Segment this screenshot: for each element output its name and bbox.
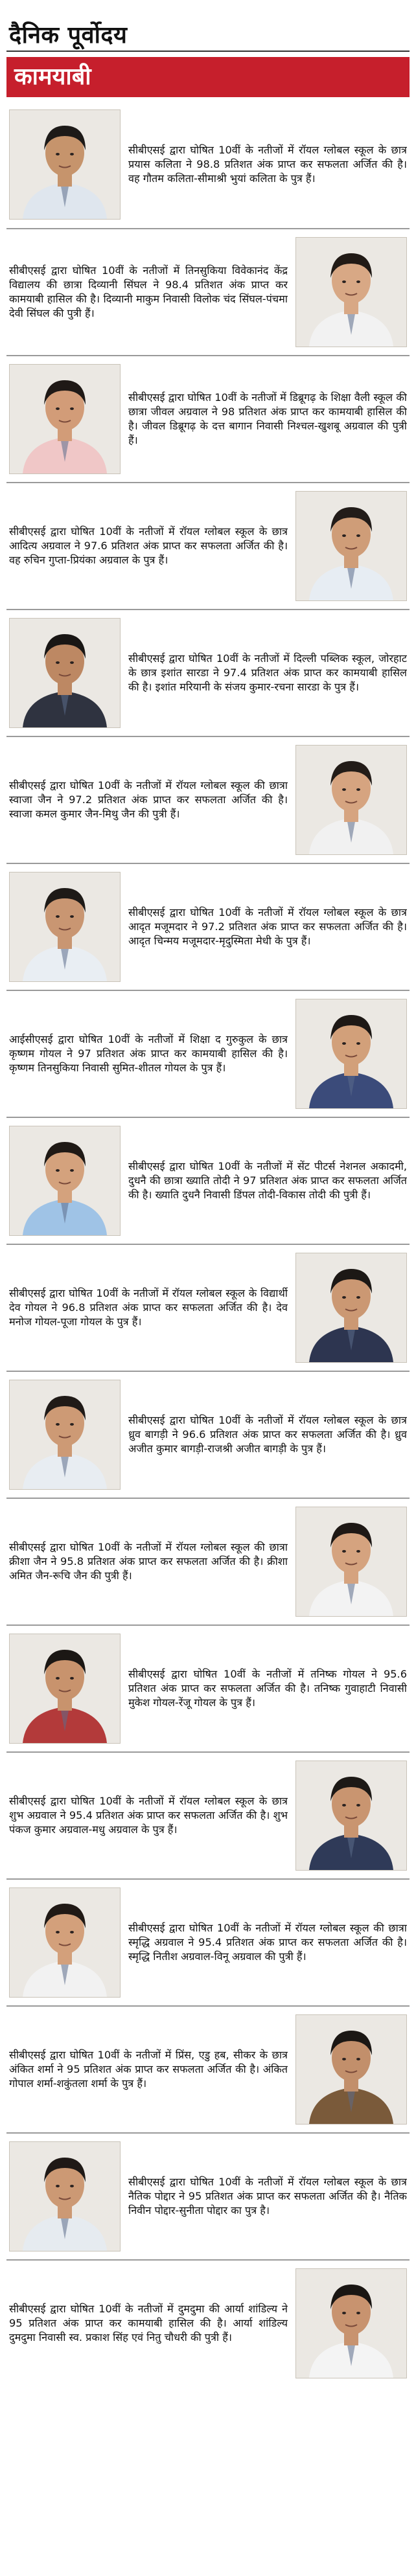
achievement-text: सीबीएसई द्वारा घोषित 10वीं के नतीजों में प्रिंस, एडु हब, सीकर के छात्र अंकित शर्मा ने 95 प्रतिशत अंक प्राप्त कर सफलता अर्जित की है। अंकित गोपाल शर्मा-शकुंतला शर्मा के पुत्र हैं। <box>9 2049 288 2090</box>
student-photo <box>9 2141 121 2251</box>
student-photo <box>9 1380 121 1490</box>
student-photo <box>9 1126 121 1236</box>
achievement-text: सीबीएसई द्वारा घोषित 10वीं के नतीजों में रॉयल ग्लोबल स्कूल की छात्रा स्मृद्धि अग्रवाल ने 95.4 प्रतिशत अंक प्राप्त कर सफलता अर्जित की है। स्मृद्धि नितीश अग्रवाल-विनू अग्रवाल की पुत्री हैं। <box>128 1922 407 1963</box>
student-photo <box>9 1634 121 1744</box>
achievement-entry <box>6 1371 410 1498</box>
achievement-text: सीबीएसई द्वारा घोषित 10वीं के नतीजों में सेंट पीटर्स नेशनल अकादमी, दुधनै की छात्रा ख्याति तोदी ने 97 प्रतिशत अंक प्राप्त कर सफलता अर्जित की है। ख्याति दुधनै निवासी डिंपल तोदी-विकास तोदी की पुत्री हैं। <box>128 1160 407 1201</box>
achievement-text: सीबीएसई द्वारा घोषित 10वीं के नतीजों में तनिष्क गोयल ने 95.6 प्रतिशत अंक प्राप्त कर सफलता अर्जित की है। तनिष्क गुवाहाटी निवासी मुकेश गोयल-रेंजू गोयल के पुत्र हैं। <box>128 1668 407 1709</box>
achievement-entry <box>6 2259 410 2386</box>
student-photo <box>295 745 407 855</box>
achievement-entry <box>6 1624 410 1751</box>
newspaper-name: दैनिक पूर्वोदय <box>9 21 128 49</box>
achievement-entry <box>6 1498 410 1624</box>
achievement-text: सीबीएसई द्वारा घोषित 10वीं के नतीजों में दुमदुमा की आर्या शांडिल्य ने 95 प्रतिशत अंक प्राप्त कर कामयाबी हासिल की है। आर्या शांडिल्य दुमदुमा निवासी स्व. प्रकाश सिंह एवं नितु चौधरी की पुत्री हैं। <box>9 2303 288 2343</box>
achievement-text: सीबीएसई द्वारा घोषित 10वीं के नतीजों में तिनसुकिया विवेकानंद केंद्र विद्यालय की छात्रा दिव्यानी सिंघल ने 98.4 प्रतिशत अंक प्राप्त कर कामयाबी हासिल की है। दिव्यानी माकुम निवासी विलोक चंद सिंघल-पंचमा देवी सिंघल की पुत्री हैं। <box>9 264 288 319</box>
student-photo <box>295 999 407 1109</box>
achievement-text: सीबीएसई द्वारा घोषित 10वीं के नतीजों में रॉयल ग्लोबल स्कूल के छात्र आदित्य अग्रवाल ने 97.6 प्रतिशत अंक प्राप्त कर सफलता अर्जित की है। वह रुचिन गुप्ता-प्रियंका अग्रवाल के पुत्र हैं। <box>9 525 288 566</box>
achievement-text: सीबीएसई द्वारा घोषित 10वीं के नतीजों में दिल्ली पब्लिक स्कूल, जोरहाट के छात्र इशांत सारडा ने 97.4 प्रतिशत अंक प्राप्त कर कामयाबी हासिल की है। इशांत मरियानी के संजय कुमार-रचना सारडा के पुत्र हैं। <box>128 652 407 693</box>
achievement-entry <box>6 736 410 863</box>
achievement-text: सीबीएसई द्वारा घोषित 10वीं के नतीजों में रॉयल ग्लोबल स्कूल के छात्र प्रयास कलिता ने 98.8 प्रतिशत अंक प्राप्त कर सफलता अर्जित की है। वह गौतम कलिता-सीमाश्री भुयां कलिता के पुत्र हैं। <box>128 144 407 185</box>
section-title: कामयाबी <box>14 63 91 90</box>
achievement-list <box>6 101 410 2386</box>
masthead <box>6 5 410 52</box>
achievement-text: सीबीएसई द्वारा घोषित 10वीं के नतीजों में रॉयल ग्लोबल स्कूल की छात्रा क्रीशा जैन ने 95.8 प्रतिशत अंक प्राप्त कर सफलता अर्जित की है। क्रीशा अमित जैन-रूचि जैन की पुत्री हैं। <box>9 1541 288 1582</box>
section-band <box>6 57 410 97</box>
student-photo <box>295 1253 407 1363</box>
achievement-text: सीबीएसई द्वारा घोषित 10वीं के नतीजों में डिब्रूगढ़ के शिक्षा वैली स्कूल की छात्रा जीवल अग्रवाल ने 98 प्रतिशत अंक प्राप्त कर कामयाबी हासिल की है। जीवल डिब्रूगढ़ के दत्त बागान निवासी निश्चल-खुशबू अग्रवाल की पुत्री हैं। <box>128 391 407 446</box>
achievement-entry <box>6 1117 410 1244</box>
student-photo <box>295 1761 407 1871</box>
achievement-text: सीबीएसई द्वारा घोषित 10वीं के नतीजों में रॉयल ग्लोबल स्कूल की छात्रा स्वाजा जैन ने 97.2 प्रतिशत अंक प्राप्त कर सफलता अर्जित की है। स्वाजा कमल कुमार जैन-मिथु जैन की पुत्री हैं। <box>9 779 288 820</box>
achievement-text: सीबीएसई द्वारा घोषित 10वीं के नतीजों में रॉयल ग्लोबल स्कूल के विद्यार्थी देव गोयल ने 96.8 प्रतिशत अंक प्राप्त कर सफलता अर्जित की है। देव मनोज गोयल-पूजा गोयल के पुत्र हैं। <box>9 1287 288 1328</box>
achievement-entry <box>6 2005 410 2132</box>
achievement-entry <box>6 863 410 990</box>
student-photo <box>295 1507 407 1617</box>
student-photo <box>295 2268 407 2378</box>
achievement-text: आईसीएसई द्वारा घोषित 10वीं के नतीजों में शिक्षा द गुरुकुल के छात्र कृष्णम गोयल ने 97 प्रतिशत अंक प्राप्त कर कामयाबी हासिल की है। कृष्णम तिनसुकिया निवासी सुमित-शीतल गोयल के पुत्र हैं। <box>9 1033 288 1074</box>
achievement-text: सीबीएसई द्वारा घोषित 10वीं के नतीजों में रॉयल ग्लोबल स्कूल के छात्र आदृत मजूमदार ने 97.2 प्रतिशत अंक प्राप्त कर सफलता अर्जित की है। आदृत चिन्मय मजूमदार-मृदुस्मिता मेधी के पुत्र हैं। <box>128 906 407 947</box>
student-photo <box>295 2014 407 2125</box>
student-photo <box>9 109 121 220</box>
achievement-entry <box>6 1751 410 1878</box>
achievement-text: सीबीएसई द्वारा घोषित 10वीं के नतीजों में रॉयल ग्लोबल स्कूल के छात्र ध्रुव बागड़ी ने 96.6 प्रतिशत अंक प्राप्त कर सफलता अर्जित की है। ध्रुव अजीत कुमार बागड़ी-राजश्री अजीत बागड़ी के पुत्र हैं। <box>128 1414 407 1455</box>
achievement-entry <box>6 609 410 736</box>
student-photo <box>9 872 121 982</box>
student-photo <box>295 237 407 347</box>
achievement-entry <box>6 1878 410 2005</box>
student-photo <box>295 491 407 601</box>
achievement-entry <box>6 1244 410 1371</box>
student-photo <box>9 364 121 474</box>
achievement-entry <box>6 228 410 355</box>
achievement-text: सीबीएसई द्वारा घोषित 10वीं के नतीजों में रॉयल ग्लोबल स्कूल के छात्र नैतिक पोद्दार ने 95 प्रतिशत अंक प्राप्त कर सफलता अर्जित की है। नैतिक निवीन पोद्दार-सुनीता पोद्दार का पुत्र है। <box>128 2176 407 2217</box>
achievement-text: सीबीएसई द्वारा घोषित 10वीं के नतीजों में रॉयल ग्लोबल स्कूल के छात्र शुभ अग्रवाल ने 95.4 प्रतिशत अंक प्राप्त कर सफलता अर्जित की है। शुभ पंकज कुमार अग्रवाल-मधु अग्रवाल के पुत्र हैं। <box>9 1795 288 1836</box>
achievement-entry <box>6 2132 410 2259</box>
achievement-entry <box>6 482 410 609</box>
student-photo <box>9 618 121 728</box>
achievement-entry <box>6 101 410 228</box>
achievement-entry <box>6 990 410 1117</box>
achievement-entry <box>6 355 410 482</box>
student-photo <box>9 1887 121 1998</box>
